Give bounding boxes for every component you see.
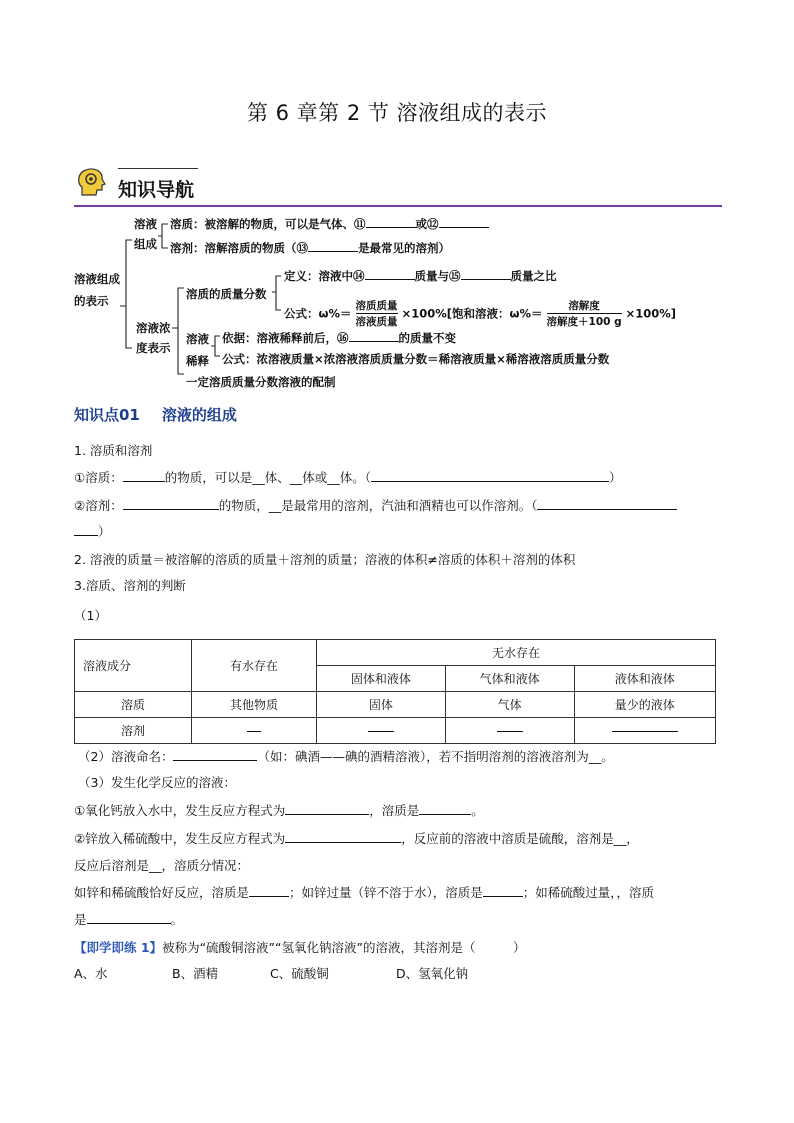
line-mass-relation: 2. 溶液的质量＝被溶解的溶质的质量＋溶剂的质量；溶液的体积≠溶质的体积＋溶剂的体积 xyxy=(74,552,576,567)
cao-end: 。 xyxy=(471,803,484,818)
line-solute xyxy=(74,468,622,486)
fraction-1 xyxy=(356,298,398,329)
row-solvent-label: 溶剂 xyxy=(75,718,192,744)
solvent-paren-blank[interactable] xyxy=(537,497,677,510)
case-acid-excess: ；如稀硫酸过量，，溶质 xyxy=(522,885,655,900)
tree-solute xyxy=(170,216,489,232)
solute-paren-close: ） xyxy=(608,470,622,485)
zinc-text: ②锌放入稀硫酸中，发生反应方程式为 xyxy=(74,831,286,846)
line-solvent-cont xyxy=(74,522,111,540)
line-cases xyxy=(74,883,654,901)
solute-paren-blank[interactable] xyxy=(371,469,609,482)
cell-solvent-water[interactable] xyxy=(192,718,317,744)
cell-solute-water: 其他物质 xyxy=(192,692,317,718)
tree-basis-tail: 的质量不变 xyxy=(398,331,456,345)
naming-label: （2）溶液命名： xyxy=(78,749,174,764)
cell-solvent-gl[interactable] xyxy=(445,718,574,744)
solvent-paren-blank-2[interactable] xyxy=(74,523,98,536)
knowledge-tree xyxy=(74,210,686,392)
line-solute-solvent: 1. 溶质和溶剂 xyxy=(74,443,153,458)
cell-solute-sl: 固体 xyxy=(317,692,446,718)
fraction-2-den: 溶解度＋100 g xyxy=(546,316,622,328)
tree-formula-label: 公式：ω%＝ xyxy=(284,306,352,321)
line-cases-cont xyxy=(74,910,183,928)
cell-solvent-sl[interactable] xyxy=(317,718,446,744)
knowledge-point-title: 溶液的组成 xyxy=(161,406,237,424)
fraction-2 xyxy=(547,298,622,329)
line-solvent xyxy=(74,496,677,514)
case-zinc-blank[interactable] xyxy=(483,884,523,897)
blank-dash xyxy=(247,730,261,732)
solute-blank[interactable] xyxy=(123,469,165,482)
section-top-rule xyxy=(118,168,198,169)
line-after-reaction: 反应后溶剂是__，溶质分情况： xyxy=(74,858,250,873)
case-end: 。 xyxy=(170,912,184,927)
tree-basis xyxy=(222,330,456,346)
knowledge-point-label: 知识点01 xyxy=(74,406,140,424)
tree-formula-tail: ×100%] xyxy=(625,306,677,321)
tree-definition xyxy=(284,268,557,284)
naming-blank[interactable] xyxy=(173,748,257,761)
th-no-water: 无水存在 xyxy=(317,640,716,666)
section-rule xyxy=(74,205,722,207)
blank-13[interactable] xyxy=(308,241,358,252)
case-exact: 如锌和稀硫酸恰好反应，溶质是 xyxy=(74,885,250,900)
tree-root: 溶液组成 的表示 xyxy=(74,272,120,308)
option-d[interactable]: D、氢氧化钠 xyxy=(396,966,469,981)
solvent-blank[interactable] xyxy=(123,497,219,510)
th-solid-liquid: 固体和液体 xyxy=(317,666,446,692)
solvent-label: ②溶剂： xyxy=(74,498,123,513)
cao-solute-blank[interactable] xyxy=(419,802,471,815)
cell-solute-gl: 气体 xyxy=(445,692,574,718)
naming-text: （如：碘酒——碘的酒精溶液），若不指明溶剂的溶液溶剂为__。 xyxy=(257,749,614,764)
zinc-equation-blank[interactable] xyxy=(285,830,401,843)
tree-def-mid: 质量与⑮ xyxy=(414,269,461,283)
solute-text: 的物质，可以是__体、__体或__体。（ xyxy=(164,470,371,485)
tree-concentration: 溶液浓 度表示 xyxy=(136,321,171,355)
case-zinc-excess: ；如锌过量（锌不溶于水），溶质是 xyxy=(289,885,483,900)
solvent-paren-close: ） xyxy=(98,524,111,539)
section-title: 知识导航 xyxy=(118,179,195,201)
practice-tag: 【即学即练 1】 xyxy=(74,940,163,955)
tree-or: 或⑫ xyxy=(415,217,439,231)
case-exact-blank[interactable] xyxy=(249,884,289,897)
tree-formula-mid: ×100%[饱和溶液：ω%＝ xyxy=(401,306,543,321)
blank-11[interactable] xyxy=(366,217,416,228)
blank-12[interactable] xyxy=(439,217,489,228)
tree-mass-fraction: 溶质的质量分数 xyxy=(186,287,267,301)
blank-14[interactable] xyxy=(365,269,415,280)
th-composition: 溶液成分 xyxy=(75,640,192,692)
tree-formula xyxy=(284,298,676,329)
line-reaction: （3）发生化学反应的溶液： xyxy=(78,775,236,790)
blank-dash xyxy=(497,730,523,732)
blank-dash xyxy=(612,730,678,732)
fraction-1-den: 溶液质量 xyxy=(355,316,398,328)
line-judgement: 3.溶质、溶剂的判断 xyxy=(74,578,186,593)
tree-basis-text: 依据：溶液稀释前后，⑯ xyxy=(222,331,349,345)
head-gear-icon xyxy=(74,165,108,199)
tree-solute-def: 溶质：被溶解的物质，可以是气体、⑪ xyxy=(170,217,366,231)
fraction-2-num: 溶解度 xyxy=(547,298,622,314)
tree-dilution: 溶液 稀释 xyxy=(186,332,209,368)
zinc-text-2: ，反应前的溶液中溶质是硫酸，溶剂是__， xyxy=(401,831,639,846)
cell-solvent-ll[interactable] xyxy=(574,718,715,744)
option-c[interactable]: C、硫酸铜 xyxy=(270,966,329,981)
cao-text: ①氧化钙放入水中，发生反应方程式为 xyxy=(74,803,286,818)
blank-dash xyxy=(368,730,394,732)
knowledge-point-heading xyxy=(74,404,237,425)
line-zinc xyxy=(74,829,639,847)
line-options xyxy=(74,964,468,982)
case-acid-blank[interactable] xyxy=(87,911,171,924)
tree-preparation: 一定溶质质量分数溶液的配制 xyxy=(186,375,336,389)
th-gas-liquid: 气体和液体 xyxy=(445,666,574,692)
tree-solvent-tail: 是最常见的溶剂） xyxy=(358,241,450,255)
case-acid-label: 是 xyxy=(74,912,87,927)
line-naming xyxy=(78,747,614,765)
tree-def-label: 定义：溶液中⑭ xyxy=(284,269,365,283)
cell-solute-ll: 量少的液体 xyxy=(574,692,715,718)
tree-def-tail: 质量之比 xyxy=(510,269,557,283)
cao-equation-blank[interactable] xyxy=(285,802,369,815)
blank-16[interactable] xyxy=(349,331,399,342)
tree-dilution-formula: 公式：浓溶液质量×浓溶液溶质质量分数＝稀溶液质量×稀溶液溶质质量分数 xyxy=(222,352,610,366)
th-liquid-liquid: 液体和液体 xyxy=(574,666,715,692)
cao-solute-label: ，溶质是 xyxy=(369,803,420,818)
option-a[interactable]: A、水 xyxy=(74,966,108,981)
solvent-text: 的物质，__是最常用的溶剂，汽油和酒精也可以作溶剂。（ xyxy=(218,498,538,513)
tree-solvent-def: 溶剂：溶解溶质的物质（⑬ xyxy=(170,241,308,255)
solute-label: ①溶质： xyxy=(74,470,123,485)
line-part-1: （1） xyxy=(74,608,107,623)
tree-composition: 溶液 组成 xyxy=(134,217,157,251)
practice-question: 被称为“硫酸铜溶液”“氢氧化钠溶液”的溶液，其溶剂是（ ） xyxy=(162,940,526,955)
option-b[interactable]: B、酒精 xyxy=(172,966,219,981)
fraction-1-num: 溶质质量 xyxy=(355,300,398,312)
row-solute-label: 溶质 xyxy=(75,692,192,718)
tree-solvent xyxy=(170,240,450,256)
line-cao xyxy=(74,801,484,819)
th-water: 有水存在 xyxy=(192,640,317,692)
page-title: 第 6 章第 2 节 溶液组成的表示 xyxy=(246,101,548,125)
solute-solvent-table xyxy=(74,639,716,744)
line-practice xyxy=(74,938,525,956)
blank-15[interactable] xyxy=(461,269,511,280)
